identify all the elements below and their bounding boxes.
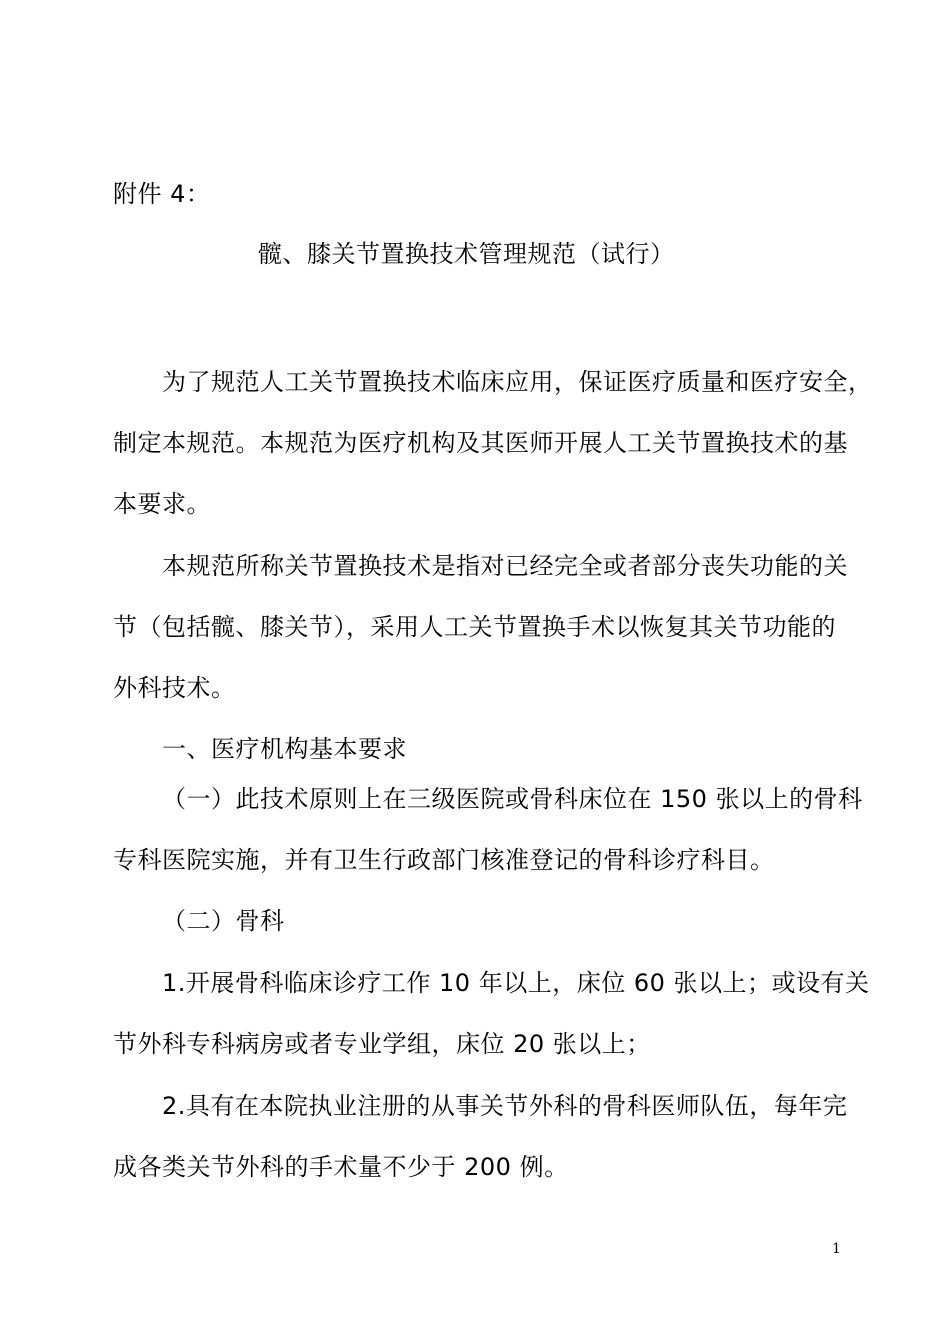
sub-item-1-line-2: 节外科专科病房或者专业学组，床位 20 张以上； (113, 1030, 651, 1058)
paragraph-1-line-2: 制定本规范。本规范为医疗机构及其医师开展人工关节置换技术的基 (113, 429, 848, 457)
item-1-line-2: 专科医院实施，并有卫生行政部门核准登记的骨科诊疗科目。 (113, 846, 775, 874)
section-1-heading: 一、医疗机构基本要求 (162, 735, 407, 763)
sub-item-2-line-1: 2.具有在本院执业注册的从事关节外科的骨科医师队伍，每年完 (162, 1092, 848, 1120)
item-1-line-1: （一）此技术原则上在三级医院或骨科床位在 150 张以上的骨科 (162, 785, 863, 813)
item-2-heading: （二）骨科 (162, 907, 285, 935)
paragraph-1-line-1: 为了规范人工关节置换技术临床应用，保证医疗质量和医疗安全， (162, 368, 873, 396)
sub-item-2-line-2: 成各类关节外科的手术量不少于 200 例。 (113, 1153, 569, 1181)
paragraph-2-line-1: 本规范所称关节置换技术是指对已经完全或者部分丧失功能的关 (162, 552, 848, 580)
sub-item-1-line-1: 1.开展骨科临床诊疗工作 10 年以上，床位 60 张以上；或设有关 (162, 969, 870, 997)
paragraph-2-line-2: 节（包括髋、膝关节），采用人工关节置换手术以恢复其关节功能的 (113, 613, 836, 641)
attachment-label: 附件 4： (113, 180, 211, 208)
document-title: 髋、膝关节置换技术管理规范（试行） (258, 240, 675, 268)
paragraph-1-line-3: 本要求。 (113, 490, 211, 518)
paragraph-2-line-3: 外科技术。 (113, 674, 236, 702)
page-number: 1 (832, 1241, 841, 1257)
